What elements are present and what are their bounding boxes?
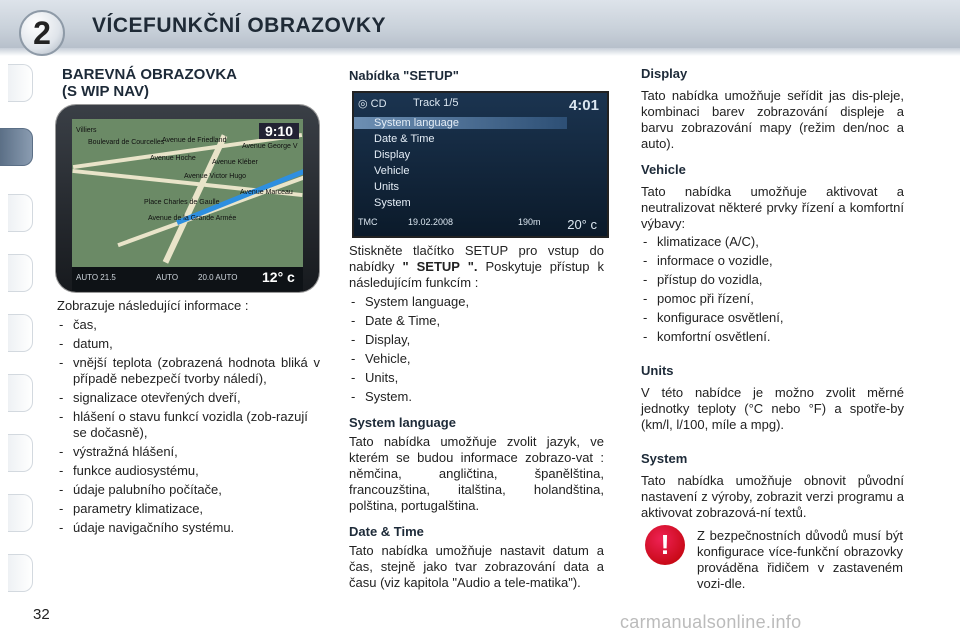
chapter-tabs bbox=[0, 64, 38, 584]
setup-menu-heading: Nabídka "SETUP" bbox=[349, 68, 459, 83]
list-item: - pomoc při řízení, bbox=[641, 291, 904, 307]
vehicle-heading: Vehicle bbox=[641, 162, 686, 177]
chapter-tab[interactable] bbox=[8, 434, 33, 472]
left-intro: Zobrazuje následující informace : bbox=[57, 298, 249, 313]
system-text: Tato nabídka umožňuje obnovit původní nastavení z výroby, zobrazit verzi programu a aktivovat zobrazová-ní textů. bbox=[641, 473, 904, 520]
page-title: VÍCEFUNKČNÍ OBRAZOVKY bbox=[92, 14, 387, 37]
date-time-text: Tato nabídka umožňuje nastavit datum a čas, stejně jako tvar zobrazování data a času (viz kapitola "Audio a tele-matika"). bbox=[349, 543, 604, 590]
system-heading: System bbox=[641, 451, 688, 466]
list-item: - parametry klimatizace, bbox=[57, 501, 320, 517]
list-item: - hlášení o stavu funkcí vozidla (zob-razují se dočasně), bbox=[57, 409, 320, 441]
system-language-text: Tato nabídka umožňuje zvolit jazyk, ve kterém se budou informace zobrazo-vat : němčina, angličtina, španělština, francouzština, italština, holandština, polština, portugalština. bbox=[349, 434, 604, 513]
system-language-heading: System language bbox=[349, 415, 456, 430]
display-text: Tato nabídka umožňuje seřídit jas dis-pleje, kombinaci barev zobrazování displeje a barvu zobrazování mapy (režim den/noc a auto). bbox=[641, 88, 904, 151]
list-item: - Vehicle, bbox=[349, 351, 604, 367]
setup-intro: Stiskněte tlačítko SETUP pro vstup do nabídky " SETUP ". Poskytuje přístup k následujícím funkcím : bbox=[349, 243, 604, 290]
list-item: - přístup do vozidla, bbox=[641, 272, 904, 288]
page-number: 32 bbox=[33, 606, 50, 623]
watermark: carmanualsonline.info bbox=[620, 612, 802, 632]
chapter-tab[interactable] bbox=[8, 194, 33, 232]
list-item: - funkce audiosystému, bbox=[57, 463, 320, 479]
setup-item-display[interactable]: Display bbox=[374, 149, 411, 161]
list-item: - výstražná hlášení, bbox=[57, 444, 320, 460]
list-item: - konfigurace osvětlení, bbox=[641, 310, 904, 326]
chapter-tab[interactable] bbox=[8, 374, 33, 412]
right-text bbox=[641, 66, 904, 521]
section-heading-color-screen: BAREVNÁ OBRAZOVKA (S WIP NAV) bbox=[62, 66, 238, 100]
warning-icon: ! bbox=[645, 525, 685, 565]
setup-item-date-time[interactable]: Date & Time bbox=[374, 133, 435, 145]
list-item: - datum, bbox=[57, 336, 320, 352]
setup-screen-image: ◎ CD Track 1/5 4:01 System language Date & Time Display Vehicle Units System TMC 19.02.2008 190m 20° c bbox=[352, 91, 609, 238]
list-item: - komfortní osvětlení. bbox=[641, 329, 904, 345]
chapter-tab[interactable] bbox=[8, 314, 33, 352]
date-time-heading: Date & Time bbox=[349, 524, 424, 539]
chapter-tab-active[interactable] bbox=[0, 128, 33, 166]
left-list bbox=[57, 317, 320, 536]
vehicle-list bbox=[641, 234, 904, 345]
display-heading: Display bbox=[641, 66, 688, 81]
cd-icon: ◎ bbox=[358, 98, 368, 110]
vehicle-text: Tato nabídka umožňuje aktivovat a neutralizovat některé prvky řízení a komfortní výbavy: bbox=[641, 184, 904, 231]
list-item: - System language, bbox=[349, 294, 604, 310]
list-item: - čas, bbox=[57, 317, 320, 333]
middle-text bbox=[349, 243, 604, 591]
setup-item-units[interactable]: Units bbox=[374, 181, 400, 193]
units-heading: Units bbox=[641, 363, 674, 378]
list-item: - údaje navigačního systému. bbox=[57, 520, 320, 536]
list-item: - signalizace otevřených dveří, bbox=[57, 390, 320, 406]
chapter-tab[interactable] bbox=[8, 254, 33, 292]
chapter-badge: 2 bbox=[19, 10, 65, 56]
setup-item-system[interactable]: System bbox=[374, 197, 411, 209]
setup-item-vehicle[interactable]: Vehicle bbox=[374, 165, 410, 177]
chapter-tab[interactable] bbox=[8, 64, 33, 102]
list-item: - informace o vozidle, bbox=[641, 253, 904, 269]
chapter-tab[interactable] bbox=[8, 554, 33, 592]
list-item: - System. bbox=[349, 389, 604, 405]
units-text: V této nabídce je možno zvolit měrné jednotky teploty (°C nebo °F) a spotře-by (km/l, l/100, míle a mpg). bbox=[641, 385, 904, 432]
setup-item-system-language[interactable]: System language bbox=[354, 117, 567, 129]
navigation-screen-image bbox=[56, 105, 319, 292]
chapter-tab[interactable] bbox=[8, 494, 33, 532]
climate-bar: AUTO 21.5 AUTO 20.0 AUTO 12° c bbox=[72, 267, 303, 291]
setup-list bbox=[349, 294, 604, 405]
left-text bbox=[57, 298, 320, 539]
list-item: - údaje palubního počítače, bbox=[57, 482, 320, 498]
list-item: - klimatizace (A/C), bbox=[641, 234, 904, 250]
list-item: - Units, bbox=[349, 370, 604, 386]
list-item: - Display, bbox=[349, 332, 604, 348]
list-item: - Date & Time, bbox=[349, 313, 604, 329]
list-item: - vnější teplota (zobrazená hodnota bliká v případě nebezpečí tvorby náledí), bbox=[57, 355, 320, 387]
page-header bbox=[0, 0, 960, 56]
map-view: Villiers Boulevard de Courcelles Avenue de Friedland Avenue Hoche Avenue Kléber Avenue Victor Hugo Avenue Marceau Place Charles de Gaulle Avenue de la Grande Armée Avenue George V 9:10 bbox=[72, 119, 303, 267]
clock-readout: 9:10 bbox=[259, 123, 299, 139]
warning-text: Z bezpečnostních důvodů musí být konfigurace více-funkční obrazovky prováděna řidičem v zastaveném vozi-dle. bbox=[697, 528, 903, 591]
